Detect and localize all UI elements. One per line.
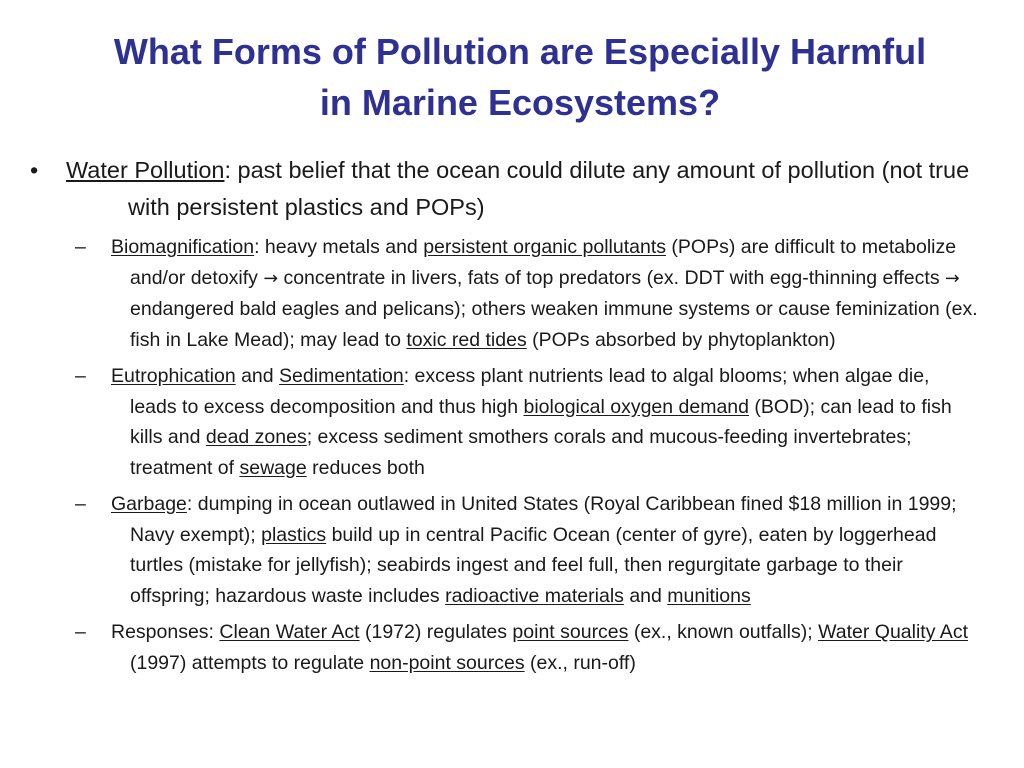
link-persistent-organic-pollutants[interactable]: persistent organic pollutants: [423, 236, 666, 258]
text: (POPs) are difficult to metabolize and/or detoxify: [130, 236, 957, 289]
text: (1997) attempts to regulate: [130, 651, 370, 674]
dash-marker: –: [75, 621, 86, 643]
link-biological-oxygen-demand[interactable]: biological oxygen demand: [523, 395, 749, 418]
right-arrow-icon: →: [263, 268, 279, 289]
text: Responses:: [111, 621, 220, 643]
water-pollution-text: : past belief that the ocean could dilute any amount of pollution (not true with persistent plastics and POPs): [128, 157, 970, 220]
bullet-water-pollution: [30, 152, 980, 226]
text: endangered bald eagles and pelicans); others weaken immune systems or cause feminization (ex. fish in Lake Mead); may lead to: [130, 298, 978, 351]
dash-marker: –: [75, 365, 86, 387]
dash-marker: –: [75, 493, 86, 515]
dash-marker: –: [75, 236, 86, 258]
right-arrow-icon: →: [945, 268, 960, 289]
slide-title: [60, 26, 980, 128]
link-water-quality-act[interactable]: Water Quality Act: [818, 621, 968, 643]
text: : dumping in ocean outlawed in United States (Royal Caribbean fined $18 million in 1999; Navy exempt);: [130, 493, 957, 546]
subpoint-responses: [30, 617, 980, 678]
text: (ex., known outfalls);: [628, 621, 819, 643]
text: (POPs absorbed by phytoplankton): [526, 328, 836, 351]
text: : excess plant nutrients lead to algal blooms; when algae die, leads to excess decomposition and thus high: [130, 365, 930, 418]
term-water-pollution[interactable]: Water Pollution: [66, 157, 225, 183]
text: and: [623, 584, 668, 607]
link-point-sources[interactable]: point sources: [512, 621, 629, 643]
slide-content: [30, 152, 980, 684]
term-biomagnification[interactable]: Biomagnification: [111, 236, 255, 258]
term-garbage[interactable]: Garbage: [111, 493, 187, 515]
text: (ex., run-off): [524, 651, 636, 674]
link-non-point-sources[interactable]: non-point sources: [369, 651, 525, 674]
title-line-1: What Forms of Pollution are Especially Harmful: [113, 31, 927, 72]
subpoint-biomagnification: [30, 232, 980, 355]
link-sewage[interactable]: sewage: [239, 456, 307, 479]
link-radioactive-materials[interactable]: radioactive materials: [445, 584, 624, 607]
text: and: [235, 365, 280, 387]
subpoint-garbage: [30, 489, 980, 611]
link-toxic-red-tides[interactable]: toxic red tides: [406, 328, 527, 351]
subpoint-eutrophication: [30, 361, 980, 483]
link-dead-zones[interactable]: dead zones: [205, 426, 307, 448]
link-munitions[interactable]: munitions: [667, 584, 751, 607]
term-sedimentation[interactable]: Sedimentation: [279, 365, 404, 387]
bullet-marker: •: [30, 157, 39, 183]
text: ; excess sediment smothers corals and mucous-feeding invertebrates; treatment of: [130, 426, 912, 479]
text: concentrate in livers, fats of top predators (ex. DDT with egg-thinning effects: [278, 266, 945, 289]
text: reduces both: [306, 456, 425, 479]
link-plastics[interactable]: plastics: [261, 523, 327, 546]
text: (BOD); can lead to fish kills and: [130, 395, 952, 448]
link-clean-water-act[interactable]: Clean Water Act: [219, 621, 360, 643]
term-eutrophication[interactable]: Eutrophication: [111, 365, 236, 387]
text: : heavy metals and: [254, 236, 424, 258]
text: build up in central Pacific Ocean (center of gyre), eaten by loggerhead turtles (mistake for jellyfish); seabirds ingest and feel full, then regurgitate garbage to their offspring; hazardous waste includes: [130, 523, 937, 607]
title-line-2: in Marine Ecosystems?: [319, 82, 721, 123]
text: (1972) regulates: [359, 621, 513, 643]
